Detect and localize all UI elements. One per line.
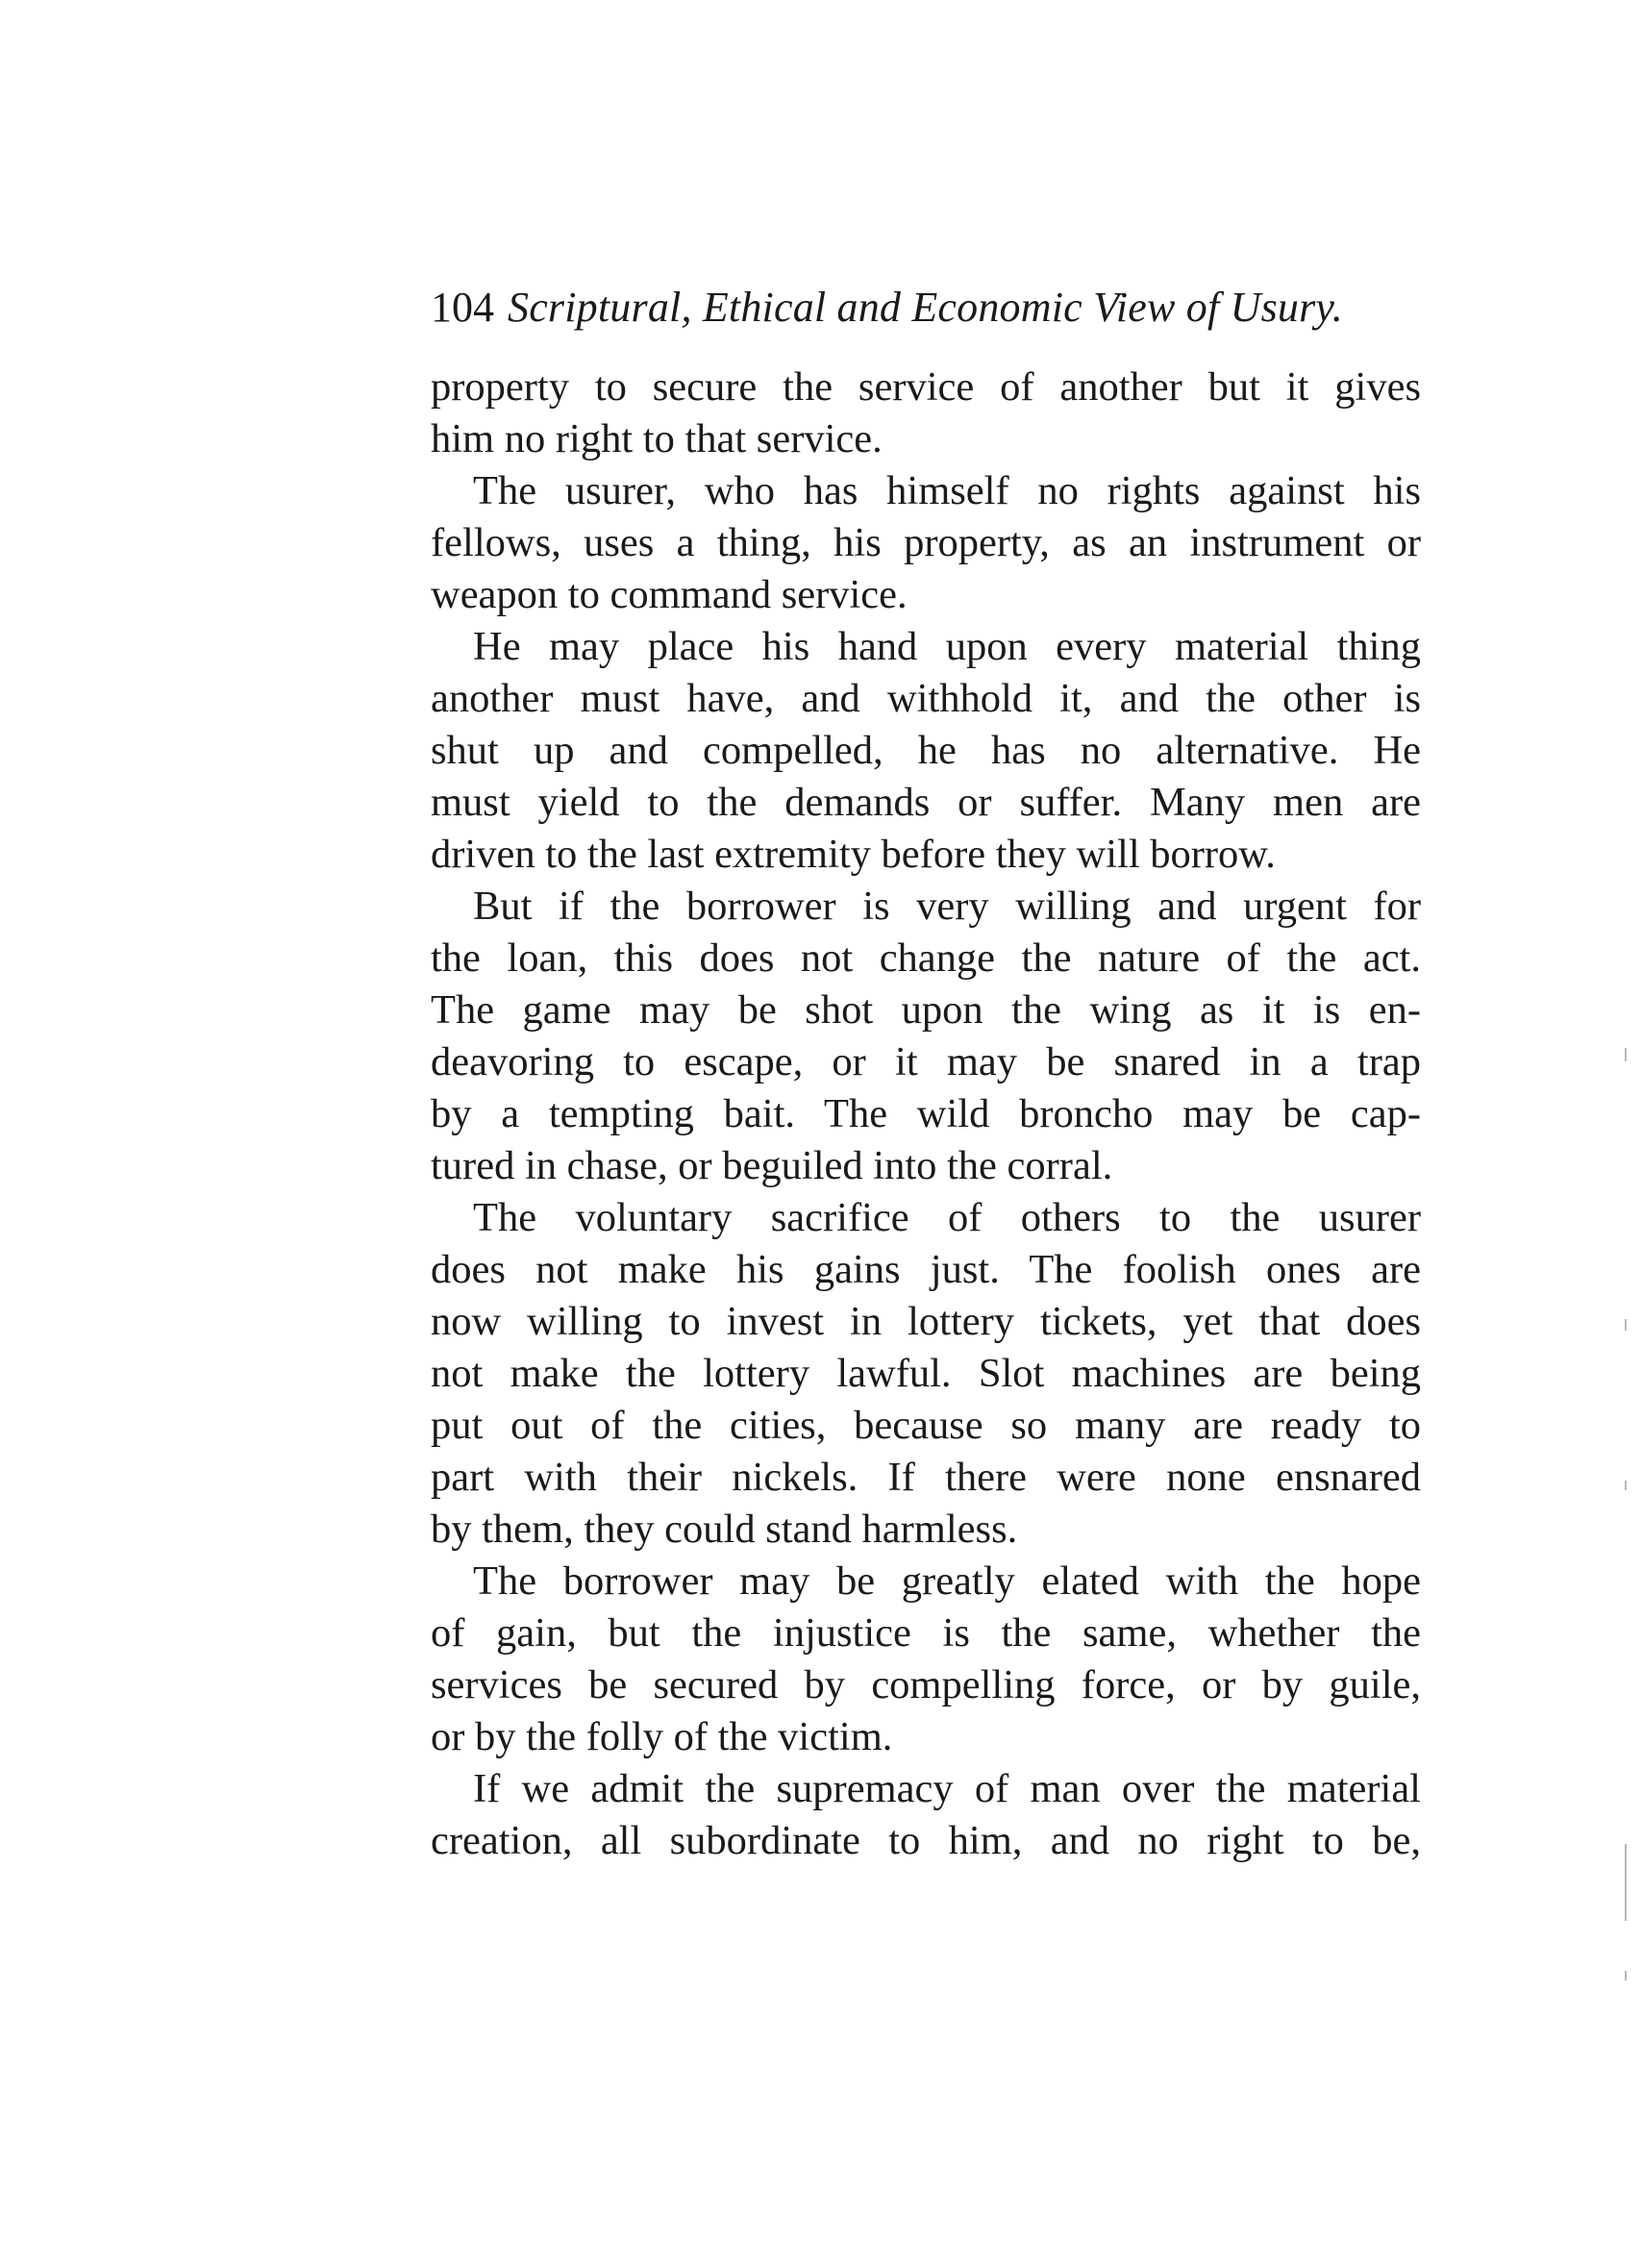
scan-margin-mark (1625, 1319, 1627, 1331)
text-line: fellows, uses a thing, his property, as an instrument or (431, 520, 1421, 565)
text-line: The usurer, who has himself no rights against his (473, 468, 1421, 513)
text-line: deavoring to escape, or it may be snared in a trap (431, 1039, 1421, 1084)
scan-margin-mark (1625, 1481, 1627, 1490)
text-line: services be secured by compelling force, or by guile, (431, 1662, 1421, 1707)
text-line: or by the folly of the victim. (431, 1714, 893, 1759)
text-line: does not make his gains just. The foolish ones are (431, 1247, 1421, 1292)
text-line: the loan, this does not change the nature of the act. (431, 935, 1421, 981)
text-line: driven to the last extremity before they will borrow. (431, 832, 1276, 877)
scan-margin-mark (1625, 1844, 1627, 1921)
text-line: by a tempting bait. The wild broncho may be cap- (431, 1091, 1421, 1136)
text-line: not make the lottery lawful. Slot machines are being (431, 1351, 1421, 1396)
text-line: weapon to command service. (431, 572, 908, 617)
text-line: by them, they could stand harmless. (431, 1507, 1018, 1552)
text-line: property to secure the service of another but it gives (431, 364, 1421, 410)
text-line: If we admit the supremacy of man over the material (473, 1766, 1421, 1811)
text-line: of gain, but the injustice is the same, whether the (431, 1610, 1421, 1656)
text-line: The game may be shot upon the wing as it is en- (431, 987, 1421, 1033)
text-line: tured in chase, or beguiled into the corral. (431, 1143, 1113, 1188)
running-head (431, 281, 1421, 335)
text-line: The voluntary sacrifice of others to the usurer (473, 1195, 1421, 1240)
text-line: put out of the cities, because so many are ready to (431, 1403, 1421, 1448)
text-line: shut up and compelled, he has no alternative. He (431, 728, 1421, 773)
scan-margin-mark (1625, 1048, 1627, 1061)
book-title: Scriptural, Ethical and Economic View of Usury. (508, 284, 1343, 331)
page-number: 104 (431, 284, 494, 331)
text-line: now willing to invest in lottery tickets, yet that does (431, 1299, 1421, 1344)
text-line: creation, all subordinate to him, and no right to be, (431, 1818, 1421, 1863)
text-line: But if the borrower is very willing and urgent for (473, 884, 1421, 929)
body-text (431, 361, 1421, 1867)
text-line: He may place his hand upon every material thing (473, 624, 1421, 669)
text-line: him no right to that service. (431, 416, 883, 461)
text-line: The borrower may be greatly elated with the hope (473, 1558, 1421, 1604)
text-line: another must have, and withhold it, and the other is (431, 676, 1421, 721)
text-line: must yield to the demands or suffer. Many men are (431, 780, 1421, 825)
scan-margin-mark (1625, 1971, 1627, 1981)
text-line: part with their nickels. If there were none ensnared (431, 1455, 1421, 1500)
